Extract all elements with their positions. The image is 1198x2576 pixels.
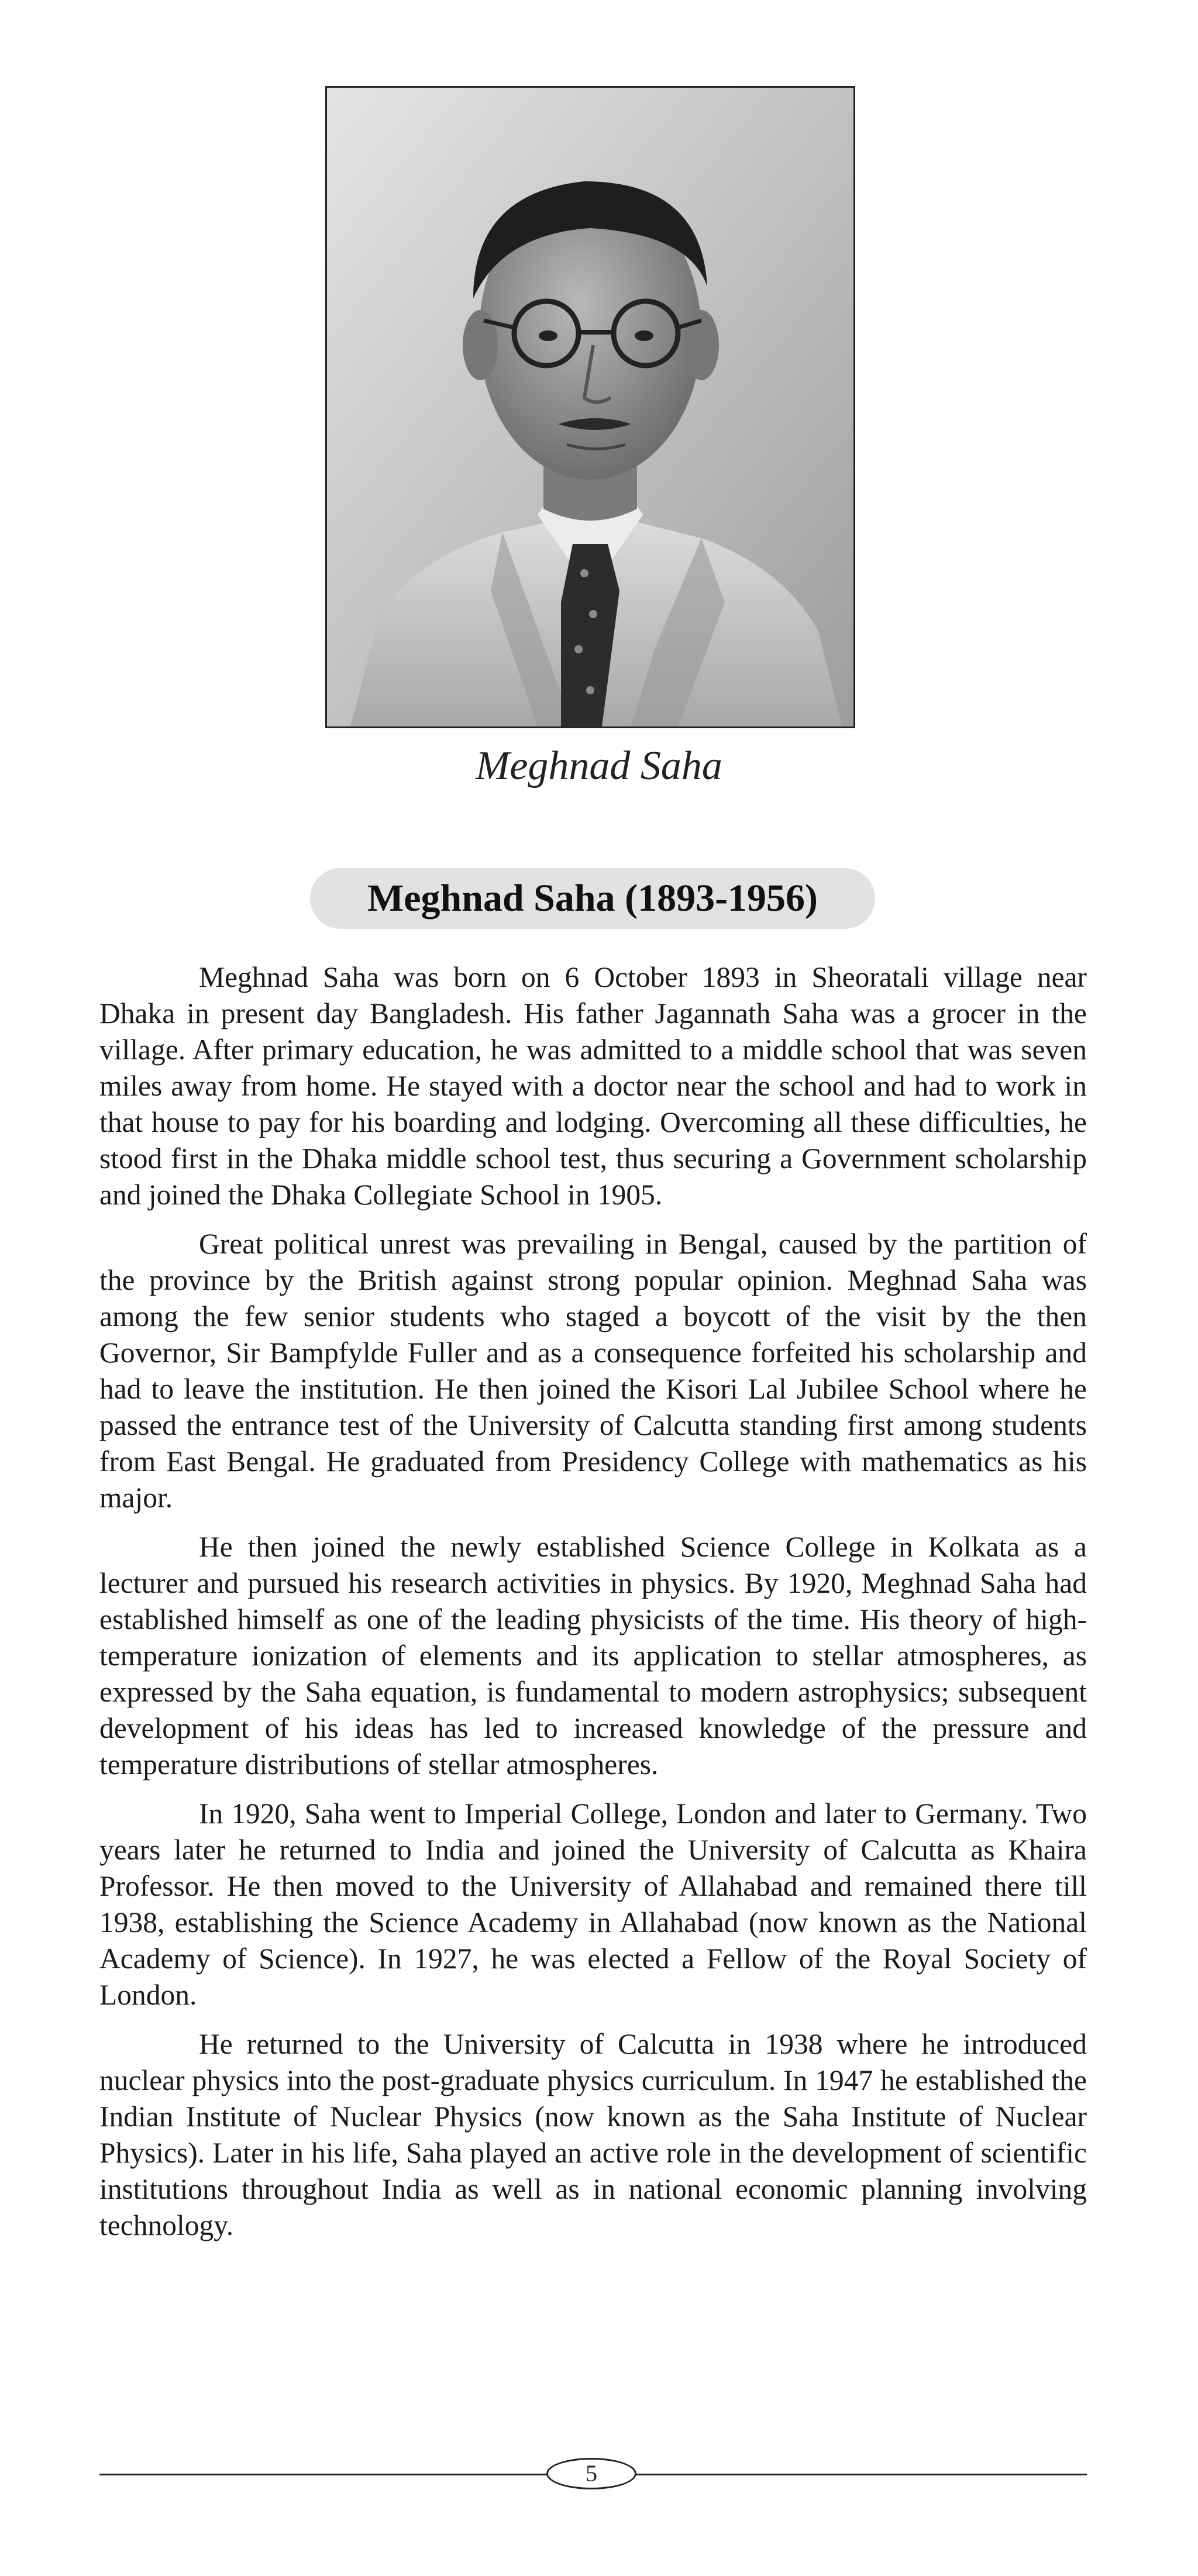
portrait-photo	[325, 86, 855, 728]
paragraph: He returned to the University of Calcutta in 1938 where he introduced nuclear physics into the post-graduate physics curriculum. In 1947 he established the Indian Institute of Nuclear Physics (now known as the Saha Institute of Nuclear Physics). Later in his life, Saha played an active role in the development of scientific institutions throughout India as well as in national economic planning involving technology.	[99, 2028, 1087, 2241]
paragraph: In 1920, Saha went to Imperial College, London and later to Germany. Two years later he returned to India and joined the University of Calcutta as Khaira Professor. He then moved to the University of Allahabad and remained there till 1938, establishing the Science Academy in Allahabad (now known as the National Academy of Science). In 1927, he was elected a Fellow of the Royal Society of London.	[99, 1797, 1087, 2011]
paragraph: Great political unrest was prevailing in Bengal, caused by the partition of the province by the British against strong popular opinion. Meghnad Saha was among the few senior students who staged a boycott of the visit by the then Governor, Sir Bampfylde Fuller and as a consequence forfeited his scholarship and had to leave the institution. He then joined the Kisori Lal Jubilee School where he passed the entrance test of the University of Calcutta standing first among students from East Bengal. He graduated from Presidency College with mathematics as his major.	[99, 1228, 1087, 1514]
paragraph: Meghnad Saha was born on 6 October 1893 in Sheoratali village near Dhaka in present day Bangladesh. His father Jagannath Saha was a grocer in the village. After primary education, he was admitted to a middle school that was seven miles away from home. He stayed with a doctor near the school and had to work in that house to pay for his boarding and lodging. Overcoming all these difficulties, he stood first in the Dhaka middle school test, thus securing a Government scholarship and joined the Dhaka Collegiate School in 1905.	[99, 961, 1087, 1211]
paragraph: He then joined the newly established Science College in Kolkata as a lecturer and pursued his research activities in physics. By 1920, Meghnad Saha had established himself as one of the leading physicists of the time. His theory of high-temperature ionization of elements and its application to stellar atmospheres, as expressed by the Saha equation, is fundamental to modern astrophysics; subsequent development of his ideas has led to increased knowledge of the pressure and temperature distributions of stellar atmospheres.	[99, 1531, 1087, 1781]
biography-text	[99, 959, 1087, 2257]
portrait-caption: Meghnad Saha	[476, 743, 722, 788]
page-number: 5	[546, 2458, 636, 2489]
section-heading: Meghnad Saha (1893-1956)	[310, 868, 875, 929]
portrait-illustration	[327, 88, 853, 726]
